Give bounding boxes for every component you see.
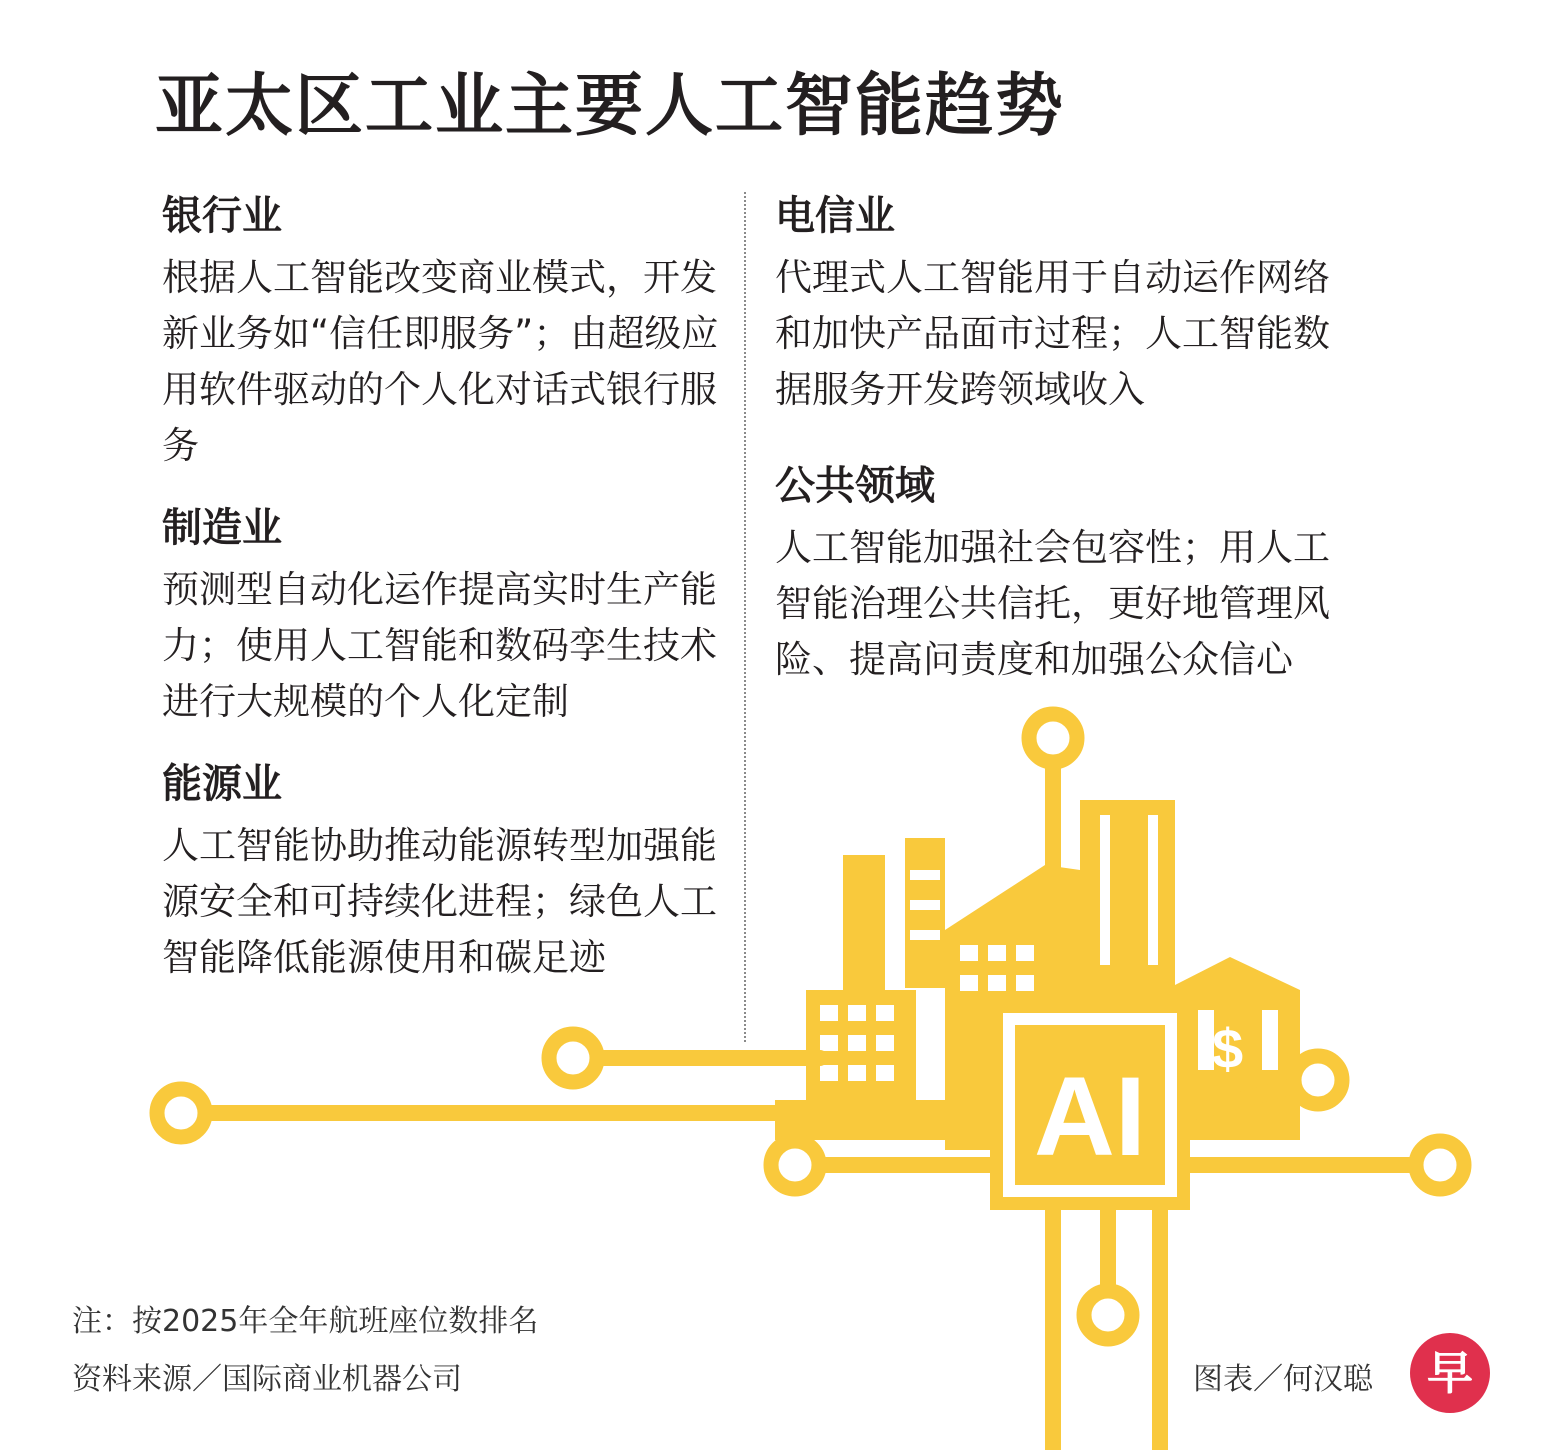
section-heading: 制造业 <box>162 505 282 551</box>
section-text: 根据人工智能改变商业模式，开发新业务如“信任即服务”；由超级应用软件驱动的个人化对话式银行服务 <box>162 256 719 467</box>
section-text: 代理式人工智能用于自动运作网络和加快产品面市过程；人工智能数据服务开发跨领域收入 <box>775 256 1330 411</box>
section-heading: 电信业 <box>775 193 895 239</box>
zaobao-logo: 早 <box>1410 1333 1490 1413</box>
right-column <box>775 188 1345 714</box>
section-public-sector <box>775 458 1345 688</box>
section-text: 预测型自动化运作提高实时生产能力；使用人工智能和数码孪生技术进行大规模的个人化定制 <box>162 568 717 723</box>
column-divider <box>744 192 746 1042</box>
section-heading: 银行业 <box>162 193 282 239</box>
section-text: 人工智能协助推动能源转型加强能源安全和可持续化进程；绿色人工智能降低能源使用和碳足迹 <box>162 824 717 979</box>
page-title: 亚太区工业主要人工智能趋势 <box>155 67 1066 146</box>
section-energy <box>162 756 732 986</box>
section-heading: 能源业 <box>162 761 282 807</box>
source-line: 资料来源／国际商业机器公司 <box>72 1362 462 1397</box>
ai-chip-label: AI <box>1034 1054 1146 1179</box>
section-telecom <box>775 188 1345 418</box>
left-column <box>162 188 732 1012</box>
section-banking <box>162 188 732 474</box>
footnote: 注：按2025年全年航班座位数排名 <box>72 1304 539 1339</box>
section-text: 人工智能加强社会包容性；用人工智能治理公共信托，更好地管理风险、提高问责度和加强公众信心 <box>775 526 1330 681</box>
section-manufacturing <box>162 500 732 730</box>
section-heading: 公共领域 <box>775 463 935 509</box>
dollar-sign: $ <box>1212 1017 1244 1080</box>
graphic-credit: 图表／何汉聪 <box>1193 1362 1373 1397</box>
